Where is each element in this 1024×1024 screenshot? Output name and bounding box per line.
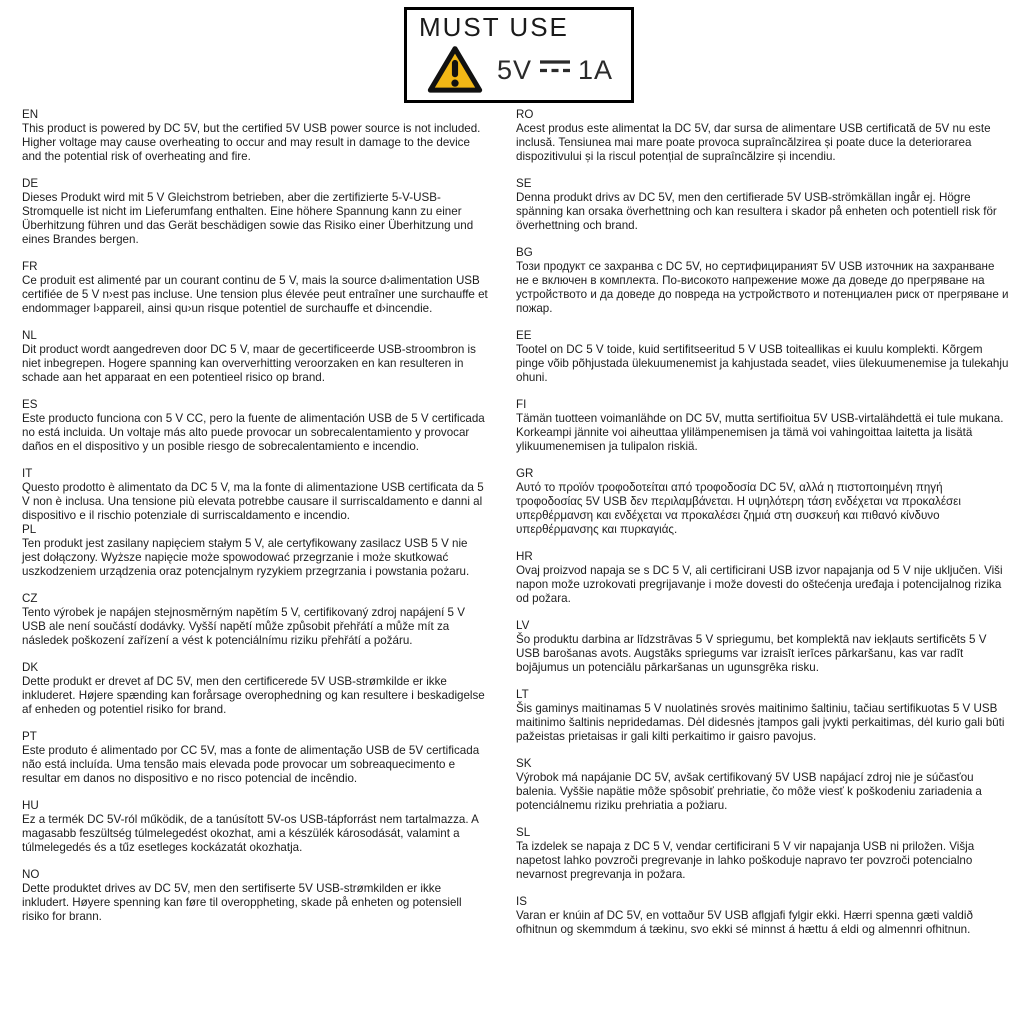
lang-code: CZ — [22, 592, 38, 605]
dc-current-icon — [540, 59, 570, 74]
lang-section-no — [22, 868, 488, 924]
lang-code: LV — [516, 619, 530, 632]
lang-text: Αυτό το προϊόν τροφοδοτείται από τροφοδοσία DC 5V, αλλά η πιστοποιημένη πηγή τροφοδοσίας 5V USB δεν περιλαμβάνεται. Η υψηλότερη τάση ενδέχεται να προκαλέσει υπερθέρμανση και ενδέχεται να προκαλέσει ζημιά στη συσκευή και πιθανό κίνδυνο υπερθέρμανσης και πυρκαγιάς. — [516, 481, 961, 536]
lang-code: SE — [516, 177, 532, 190]
lang-section-fi — [516, 398, 1010, 454]
lang-code: PT — [22, 730, 37, 743]
lang-section-en — [22, 108, 488, 164]
lang-section-es — [22, 398, 488, 454]
lang-text: Dette produktet drives av DC 5V, men den sertifiserte 5V USB-strømkilden er ikke inkludert. Høyere spenning kan føre til overoppheting, skade på enheten og potensiell risiko for brann. — [22, 882, 462, 923]
lang-code: IT — [22, 467, 33, 480]
lang-section-ee — [516, 329, 1010, 385]
lang-code: FR — [22, 260, 38, 273]
language-column-left — [22, 108, 488, 924]
lang-text: Este producto funciona con 5 V CC, pero la fuente de alimentación USB de 5 V certificada no está incluida. Un voltaje más alto puede provocar un sobrecalentamiento y provocar daños en el dispositivo y un posible riesgo de sobrecalentamiento e incendio. — [22, 412, 485, 453]
lang-text: Výrobok má napájanie DC 5V, avšak certifikovaný 5V USB napájací zdroj nie je súčasťou balenia. Vyššie napätie môže spôsobiť prehriatie, čo môže viesť k poškodeniu zariadenia a potenciálnemu riziku prehriatia a požiaru. — [516, 771, 982, 812]
warning-triangle-icon — [427, 44, 483, 96]
lang-text: Dette produkt er drevet af DC 5V, men den certificerede 5V USB-strømkilde er ikke inkluderet. Højere spænding kan forårsage overophedning og kan resultere i beskadigelse af enheden og potentiel risiko for brand. — [22, 675, 485, 716]
lang-section-sk — [516, 757, 1010, 813]
lang-section-cz — [22, 592, 488, 648]
must-use-title: MUST USE — [419, 12, 569, 42]
lang-section-lt — [516, 688, 1010, 744]
lang-section-gr — [516, 467, 1010, 537]
lang-code: HU — [22, 799, 39, 812]
lang-text: Ta izdelek se napaja z DC 5 V, vendar certificirani 5 V vir napajanja USB ni priložen. Višja napetost lahko povzroči pregrevanje in lahko poškoduje napravo ter povzroči potencialno nevarnost pregrevanja in požara. — [516, 840, 975, 881]
exclamation-bar — [452, 60, 458, 77]
exclamation-dot — [451, 80, 458, 87]
lang-code: DK — [22, 661, 39, 674]
lang-code: SK — [516, 757, 532, 770]
lang-text: This product is powered by DC 5V, but the certified 5V USB power source is not included. Higher voltage may cause overheating to occur and may result in damage to the device and the potential risk of overheating and fire. — [22, 122, 481, 163]
lang-code: BG — [516, 246, 533, 259]
lang-text: Tootel on DC 5 V toide, kuid sertifitseeritud 5 V USB toiteallikas ei kuulu komplekti. Kõrgem pinge võib põhjustada ülekuumenemist ja kahjustada seadet, viies ülekuumenemise ja tulekahju ohuni. — [516, 343, 1009, 384]
lang-text: Ten produkt jest zasilany napięciem stałym 5 V, ale certyfikowany zasilacz USB 5 V nie jest dołączony. Wyższe napięcie może spowodować przegrzanie i może skutkować uszkodzeniem urządzenia oraz potencjalnym ryzykiem przegrzania i powstania pożaru. — [22, 537, 470, 578]
lang-code: HR — [516, 550, 533, 563]
lang-text: Tämän tuotteen voimanlähde on DC 5V, mutta sertifioitua 5V USB-virtalähdettä ei tule mukana. Korkeampi jännite voi aiheuttaa ylilämpenemisen ja tämä voi vahingoittaa laitetta ja lisätä ylikuumenemisen ja tulipalon riskiä. — [516, 412, 1004, 453]
language-column-right — [516, 108, 1010, 937]
lang-section-pt — [22, 730, 488, 786]
lang-code: IS — [516, 895, 527, 908]
lang-code: DE — [22, 177, 39, 190]
lang-text: Ez a termék DC 5V-ról működik, de a tanúsított 5V-os USB-tápforrást nem tartalmazza. A magasabb feszültség túlmelegedést okozhat, ami a készülék károsodását, valamint a túlmelegedés és a tűz esetleges kockázatát okozhatja. — [22, 813, 479, 854]
lang-section-it — [22, 467, 488, 523]
lang-text: Šis gaminys maitinamas 5 V nuolatinės srovės maitinimo šaltiniu, tačiau sertifikuotas 5 V USB maitinimo šaltinis nepridedamas. Dėl didesnės įtampos gali įvykti perkaitimas, dėl kurio gali būti pažeistas prietaisas ir gali kilti perkaitimo ir gaisro pavojus. — [516, 702, 1005, 743]
lang-code: EN — [22, 108, 39, 121]
lang-text: Varan er knúin af DC 5V, en vottaður 5V USB aflgjafi fylgir ekki. Hærri spenna gæti valdið ofhitnun og skemmdum á tækinu, svo ekki sé minnst á hættu á eldi og almennri ofhitnun. — [516, 909, 973, 936]
lang-text: Ovaj proizvod napaja se s DC 5 V, ali certificirani USB izvor napajanja od 5 V nije uključen. Viši napon može uzrokovati pregrijavanje i može dovesti do oštećenja uređaja i potencijalnog rizika od požara. — [516, 564, 1003, 605]
power-rating-row — [427, 44, 631, 96]
lang-text: Tento výrobek je napájen stejnosměrným napětím 5 V, certifikovaný zdroj napájení 5 V USB ale není součástí dodávky. Vyšší napětí může způsobit přehřátí a může mít za následek poškození zařízení a vést k potenciálnímu riziku přehřátí a požáru. — [22, 606, 465, 647]
must-use-warning-box — [404, 7, 634, 103]
lang-code: ES — [22, 398, 38, 411]
lang-section-fr — [22, 260, 488, 316]
lang-text: Ce produit est alimenté par un courant continu de 5 V, mais la source d›alimentation USB certifiée de 5 V n›est pas incluse. Une tension plus élevée peut entraîner une surchauffe et endommager l›appareil, ainsi qu›un risque potentiel de surchauffe et d›incendie. — [22, 274, 488, 315]
lang-text: Dieses Produkt wird mit 5 V Gleichstrom betrieben, aber die zertifizierte 5-V-USB-Stromquelle ist nicht im Lieferumfang enthalten. Eine höhere Spannung kann zu einer Überhitzung führen und das Gerät beschädigen sowie das Risiko einer Überhitzung und eines Brandes bergen. — [22, 191, 474, 246]
power-rating — [497, 55, 613, 86]
lang-text: Acest produs este alimentat la DC 5V, dar sursa de alimentare USB certificată de 5V nu este inclusă. Tensiunea mai mare poate provoca supraîncălzirea și poate duce la deteriorarea dispozitivului și la riscul potențial de supraîncălzire și incendiu. — [516, 122, 991, 163]
lang-section-pl — [22, 523, 488, 579]
lang-code: NL — [22, 329, 37, 342]
lang-text: Този продукт се захранва с DC 5V, но сертифицираният 5V USB източник на захранване не е включен в комплекта. По-високото напрежение може да доведе до прегряване на устройството и да доведе до повреда на устройството и потенциален риск от прегряване и пожар. — [516, 260, 1009, 315]
lang-section-ro — [516, 108, 1010, 164]
lang-section-bg — [516, 246, 1010, 316]
lang-text: Šo produktu darbina ar līdzstrāvas 5 V spriegumu, bet komplektā nav iekļauts sertificēts 5 V USB barošanas avots. Augstāks spriegums var izraisīt ierīces pārkaršanu, kas var radīt bojājumus un potenciālu pārkaršanas un ugunsgrēka risku. — [516, 633, 987, 674]
lang-section-lv — [516, 619, 1010, 675]
lang-text: Questo prodotto è alimentato da DC 5 V, ma la fonte di alimentazione USB certificata da 5 V non è inclusa. Una tensione più elevata potrebbe causare il surriscaldamento e danni al dispositivo e il rischio potenziale di surriscaldamento e incendio. — [22, 481, 484, 522]
lang-text: Este produto é alimentado por CC 5V, mas a fonte de alimentação USB de 5V certificada não está incluída. Uma tensão mais elevada pode provocar um sobreaquecimento e resultar em danos no dispositivo e no risco potencial de incêndio. — [22, 744, 480, 785]
lang-section-nl — [22, 329, 488, 385]
lang-section-hr — [516, 550, 1010, 606]
lang-text: Denna produkt drivs av DC 5V, men den certifierade 5V USB-strömkällan ingår ej. Högre spänning kan orsaka överhettning och kan resultera i skador på enheten och potentiell risk för överhettning och brand. — [516, 191, 997, 232]
lang-section-dk — [22, 661, 488, 717]
lang-code: PL — [22, 523, 37, 536]
lang-code: EE — [516, 329, 532, 342]
lang-text: Dit product wordt aangedreven door DC 5 V, maar de gecertificeerde USB-stroombron is niet inbegrepen. Hogere spanning kan oververhitting veroorzaken en kan resulteren in schade aan het apparaat en een potentieel risico op brand. — [22, 343, 476, 384]
lang-code: FI — [516, 398, 527, 411]
lang-code: NO — [22, 868, 40, 881]
lang-section-se — [516, 177, 1010, 233]
lang-section-sl — [516, 826, 1010, 882]
lang-section-is — [516, 895, 1010, 937]
voltage-label: 5V — [497, 54, 533, 85]
lang-section-hu — [22, 799, 488, 855]
lang-code: GR — [516, 467, 534, 480]
lang-code: LT — [516, 688, 529, 701]
lang-code: RO — [516, 108, 534, 121]
lang-section-de — [22, 177, 488, 247]
current-label: 1A — [578, 54, 614, 85]
lang-code: SL — [516, 826, 531, 839]
